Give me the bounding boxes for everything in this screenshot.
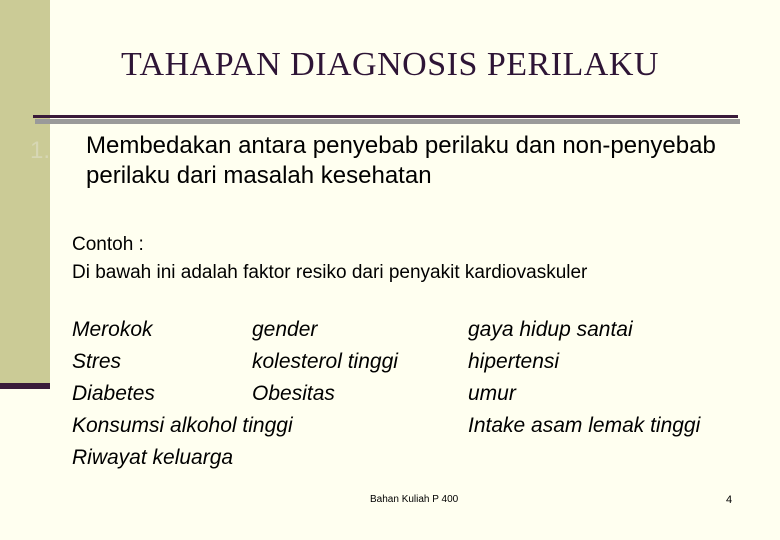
risk-factor: gaya hidup santai bbox=[468, 318, 633, 341]
risk-factor: umur bbox=[468, 382, 516, 405]
risk-factor: gender bbox=[252, 318, 318, 341]
example-description: Di bawah ini adalah faktor resiko dari penyakit kardiovaskuler bbox=[72, 262, 588, 283]
list-item-text: Membedakan antara penyebab perilaku dan non-penyebab perilaku dari masalah kesehatan bbox=[86, 132, 716, 189]
risk-factor: Intake asam lemak tinggi bbox=[468, 414, 701, 437]
risk-factor: Stres bbox=[72, 350, 122, 373]
page-number: 4 bbox=[726, 494, 733, 506]
title-rule-shadow bbox=[35, 119, 740, 124]
footer-source: Bahan Kuliah P 400 bbox=[370, 494, 459, 505]
risk-factor: hipertensi bbox=[468, 350, 560, 373]
title-rule bbox=[33, 115, 738, 118]
risk-factor: kolesterol tinggi bbox=[252, 350, 398, 373]
risk-factor: Merokok bbox=[72, 318, 153, 341]
risk-factor: Konsumsi alkohol tinggi bbox=[72, 414, 293, 437]
slide-title: TAHAPAN DIAGNOSIS PERILAKU bbox=[121, 46, 659, 83]
risk-factor: Diabetes bbox=[72, 382, 155, 405]
risk-factor: Riwayat keluarga bbox=[72, 446, 234, 469]
risk-factor: Obesitas bbox=[252, 382, 335, 405]
list-item-number: 1. bbox=[30, 137, 51, 164]
decorative-sidebar-accent bbox=[0, 383, 50, 389]
example-label: Contoh : bbox=[72, 234, 144, 255]
